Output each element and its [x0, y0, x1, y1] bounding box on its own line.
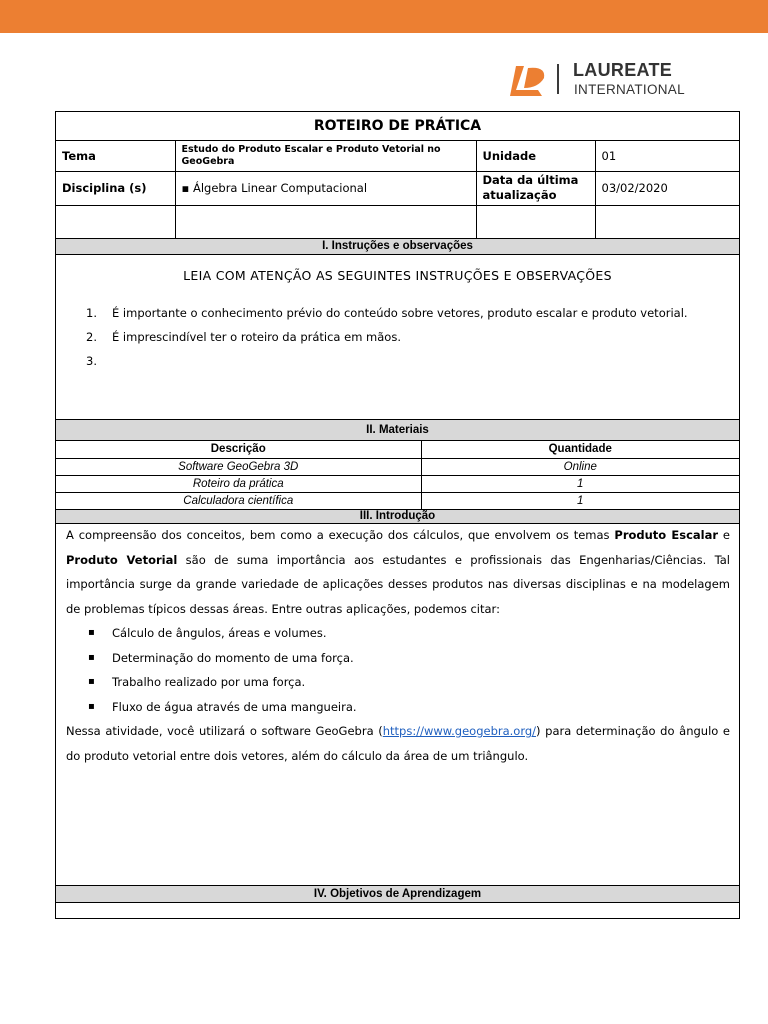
laureate-mark-icon: [502, 64, 546, 100]
top-color-bar: [0, 0, 768, 33]
list-item: 3.: [86, 354, 97, 368]
tema-value: Estudo do Produto Escalar e Produto Vetorial no GeoGebra: [175, 140, 476, 171]
empty-cell: [175, 205, 476, 238]
list-item: ▪ Cálculo de ângulos, áreas e volumes.: [88, 621, 730, 646]
logo-subtitle: INTERNATIONAL: [574, 82, 685, 97]
disciplina-label: Disciplina (s): [56, 171, 175, 205]
header-table: [56, 112, 739, 239]
empty-cell: [595, 205, 739, 238]
unidade-label: Unidade: [476, 140, 595, 171]
column-header-description: Descrição: [56, 441, 421, 458]
data-label: Data da última atualização: [476, 171, 595, 205]
laureate-logo: [494, 58, 694, 102]
table-row: Software GeoGebra 3D Online: [56, 458, 739, 475]
instructions-list: [86, 306, 688, 378]
disciplina-cell: [175, 171, 476, 205]
tema-label: Tema: [56, 140, 175, 171]
empty-cell: [56, 205, 175, 238]
list-item: 1. É importante o conhecimento prévio do conteúdo sobre vetores, produto escalar e produto vetorial.: [86, 306, 688, 320]
practice-sheet: [55, 111, 740, 919]
introduction-text: [66, 523, 730, 768]
list-item: ▪ Determinação do momento de uma força.: [88, 646, 730, 671]
list-item: ▪ Fluxo de água através de uma mangueira.: [88, 695, 730, 720]
instructions-heading: LEIA COM ATENÇÃO AS SEGUINTES INSTRUÇÕES E OBSERVAÇÕES: [183, 268, 612, 283]
logo-name: LAUREATE: [573, 60, 673, 80]
list-item: 2. É imprescindível ter o roteiro da prática em mãos.: [86, 330, 401, 344]
applications-list: [88, 621, 730, 719]
bullet-icon: ▪: [181, 181, 190, 195]
logo-divider: [557, 64, 559, 94]
intro-paragraph: A compreensão dos conceitos, bem como a execução dos cálculos, que envolvem os temas Produto Escalar e Produto Vetorial são de suma importância aos estudantes e profissionais das Engenharias/Ciências. Tal importância surge da grande variedade de aplicações desses produtos nas diversas disciplinas e na modelagem de problemas típicos dessas áreas. Entre outras aplicações, podemos citar:: [66, 528, 731, 616]
section-introduction-title: III. Introdução: [56, 509, 739, 524]
table-row: Roteiro da prática 1: [56, 475, 739, 492]
materials-table: [56, 441, 739, 510]
section-materials-title: II. Materiais: [56, 419, 739, 441]
page-title: ROTEIRO DE PRÁTICA: [56, 112, 739, 140]
column-header-quantity: Quantidade: [421, 441, 739, 458]
table-row: Calculadora científica 1: [56, 492, 739, 509]
geogebra-link[interactable]: https://www.geogebra.org/: [382, 724, 537, 738]
intro-paragraph: Nessa atividade, você utilizará o software GeoGebra (https://www.geogebra.org/) para determinação do ângulo e do produto vetorial entre dois vetores, além do cálculo da área de um triângulo.: [66, 724, 731, 763]
empty-cell: [476, 205, 595, 238]
section-objectives-title: IV. Objetivos de Aprendizagem: [56, 885, 739, 903]
section-instructions-title: I. Instruções e observações: [56, 238, 739, 255]
list-item: ▪ Trabalho realizado por uma força.: [88, 670, 730, 695]
unidade-value: 01: [595, 140, 739, 171]
data-value: 03/02/2020: [595, 171, 739, 205]
disciplina-value: Álgebra Linear Computacional: [192, 181, 368, 195]
